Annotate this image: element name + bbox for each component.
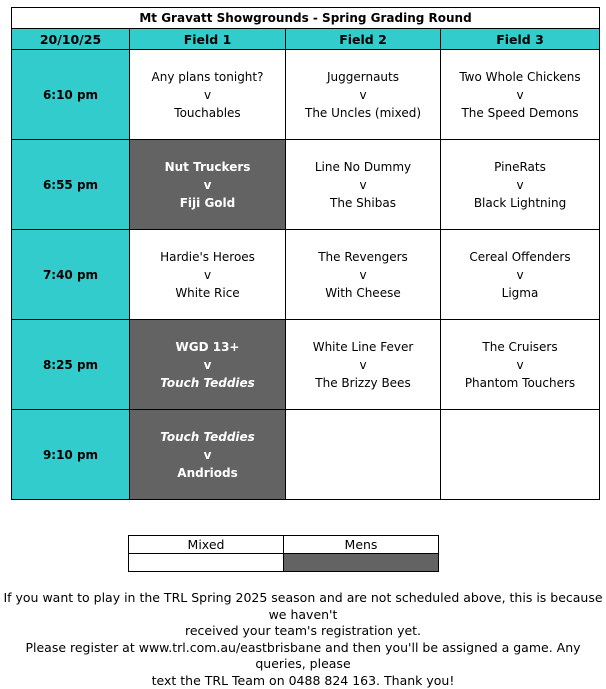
game-cell [441,230,600,320]
team-away: Touchables [130,104,285,122]
team-home: WGD 13+ [130,338,285,356]
game-cell [286,50,441,140]
registration-note [0,590,606,689]
schedule-table [11,7,600,500]
team-home: Two Whole Chickens [441,68,599,86]
note-line: If you want to play in the TRL Spring 2025 season and are not scheduled above, this is because we haven't [0,590,606,623]
schedule-title: Mt Gravatt Showgrounds - Spring Grading Round [12,8,600,29]
team-away: With Cheese [286,284,440,302]
team-away: Touch Teddies [130,374,285,392]
versus-label: v [130,356,285,374]
versus-label: v [286,266,440,284]
slot-row-740 [12,230,600,320]
legend-mixed-swatch [129,554,284,572]
legend-table [128,535,439,572]
team-away: The Shibas [286,194,440,212]
game-cell [441,320,600,410]
versus-label: v [441,356,599,374]
note-line: received your team's registration yet. [0,623,606,640]
empty-game-cell [286,410,441,500]
versus-label: v [441,266,599,284]
empty-game-cell [441,410,600,500]
team-home: The Revengers [286,248,440,266]
team-home: White Line Fever [286,338,440,356]
game-cell-mens [130,410,286,500]
team-home: Touch Teddies [130,428,285,446]
versus-label: v [286,86,440,104]
versus-label: v [441,176,599,194]
versus-label: v [286,176,440,194]
versus-label: v [130,446,285,464]
team-away: Fiji Gold [130,194,285,212]
versus-label: v [441,86,599,104]
field-1-header: Field 1 [130,29,286,50]
game-cell [286,320,441,410]
game-cell [441,140,600,230]
team-away: The Uncles (mixed) [286,104,440,122]
slot-row-655 [12,140,600,230]
team-home: Any plans tonight? [130,68,285,86]
team-away: Andriods [130,464,285,482]
game-cell [286,140,441,230]
team-away: The Speed Demons [441,104,599,122]
field-2-header: Field 2 [286,29,441,50]
note-line: text the TRL Team on 0488 824 163. Thank you! [0,673,606,689]
game-cell [130,230,286,320]
game-cell-mens [130,320,286,410]
time-cell: 7:40 pm [12,230,130,320]
team-away: Black Lightning [441,194,599,212]
game-cell [286,230,441,320]
team-away: The Brizzy Bees [286,374,440,392]
team-home: Hardie's Heroes [130,248,285,266]
note-line: Please register at www.trl.com.au/eastbrisbane and then you'll be assigned a game. Any queries, please [0,640,606,673]
team-home: Cereal Offenders [441,248,599,266]
slot-row-825 [12,320,600,410]
legend-mens-swatch [284,554,439,572]
legend-mens-label: Mens [284,536,439,554]
team-away: Ligma [441,284,599,302]
time-cell: 6:55 pm [12,140,130,230]
field-3-header: Field 3 [441,29,600,50]
team-away: White Rice [130,284,285,302]
team-away: Phantom Touchers [441,374,599,392]
versus-label: v [130,86,285,104]
versus-label: v [286,356,440,374]
slot-row-610 [12,50,600,140]
team-home: The Cruisers [441,338,599,356]
versus-label: v [130,266,285,284]
slot-row-910 [12,410,600,500]
team-home: Juggernauts [286,68,440,86]
game-cell-mens [130,140,286,230]
versus-label: v [130,176,285,194]
game-cell [441,50,600,140]
team-home: PineRats [441,158,599,176]
legend-mixed-label: Mixed [129,536,284,554]
game-cell [130,50,286,140]
team-home: Nut Truckers [130,158,285,176]
time-cell: 6:10 pm [12,50,130,140]
time-cell: 8:25 pm [12,320,130,410]
date-header: 20/10/25 [12,29,130,50]
team-home: Line No Dummy [286,158,440,176]
time-cell: 9:10 pm [12,410,130,500]
